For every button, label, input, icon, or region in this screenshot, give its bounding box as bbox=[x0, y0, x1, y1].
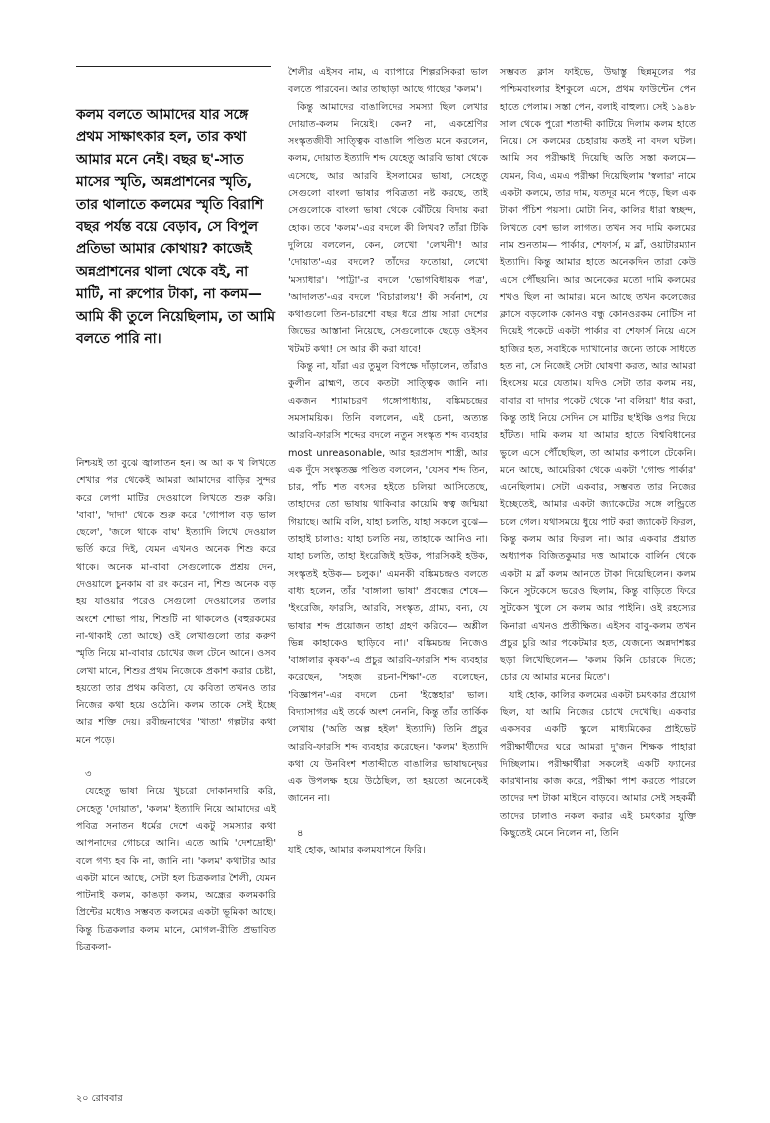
column-2 bbox=[288, 64, 488, 859]
paragraph: যাই হোক, আমার কলমযাপনে ফিরি। bbox=[288, 845, 426, 857]
paragraph: যেহেতু ভাষা নিয়ে খুচরো দোকানদারি করি, সেহেতু 'দোয়াত', 'কলম' ইত্যাদি নিয়ে আমাদের এই পবিত্র সনাতন ধর্মের দেশে একটু সমস্যার কথা আপনাদের গোচরে আনি। এতে আমি 'দেশদ্রোহী' বলে গণ্য হব কি না, জানি না। 'কলম' কথাটার আর একটা মানে আছে, সেটা হল চিত্রকলার শৈলী, যেমন পাটনাই কলম, কাঙড়া কলম, অন্ধ্রের কলমকারি প্রিন্টের মধ্যেও সম্ভবত কলমের একটা ভূমিকা আছে। কিন্তু চিত্রকলার কলম মানে, মোগল-রীতি প্রভাবিত চিত্রকলা- bbox=[76, 786, 276, 954]
paragraph: যাই হোক, কালির কলমের একটা চমৎকার প্রয়োগ ছিল, যা আমি নিজের চোখে দেখেছি। একবার একসবর একটি স্কুলে মাধ্যমিকের প্রাইভেট পরীক্ষার্থীদের ঘরে আমরা দু'জন শিক্ষক পাহারা দিচ্ছিলাম। পরীক্ষার্থীরা সকলেই একটি ফ্যানের কারখানায় কাজ করে, পরীক্ষা পাশ করতে পারলে তাদের দশ টাকা মাইনে বাড়বে। আমার সেই সহকর্মী তাদের ঢালাও নকল করার এই চমৎকার যুক্তি কিছুতেই মেনে নিলেন না, তিনি bbox=[500, 689, 696, 840]
paragraph: শৈলীর এইসব নাম, এ ব্যাপারে শিল্পরসিকরা ভাল বলতে পারবেন। আর তাছাড়া আছে গাছের 'কলম'। bbox=[288, 67, 488, 96]
section-number: ৩ bbox=[85, 769, 92, 781]
top-rule bbox=[76, 66, 271, 67]
page-footer: ২০ রোববার bbox=[76, 1093, 123, 1104]
column-3 bbox=[500, 64, 696, 842]
paragraph: সম্ভবত ক্লাস ফাইভে, উদ্বাস্তু ছিন্নমূলের পর পশ্চিমবাংলার ইশকুলে এসে, প্রথম ফাউন্টেন পেন হাতে পেলাম। সস্তা পেন, বলাই বাহুল্য। সেই ১৯৪৮ সাল থেকে পুরো শতাব্দী কাটিয়ে দিলাম কলম হাতে নিয়ে। সে কলমের চেহারায় কতই না বদল ঘটল। আমি সব পরীক্ষাই দিয়েছি অতি সস্তা কলমে— যেমন, বিএ, এমএ পরীক্ষা দিয়েছিলাম 'স্বলার' নামে একটা কলমে, তার দাম, যতদূর মনে পড়ে, ছিল এক টাকা পঁচিশ পয়সা। মোটা নিব, কালির ধারা স্বচ্ছন্দ, লিখতে বেশ ভাল লাগত। তখন সব দামি কলমের নাম শুনতাম— পার্কার, শেফার্স, ম ব্লাঁ, ওয়াটারম্যান ইত্যাদি। কিন্তু আমার হাতে অনেকদিন তারা কেউ এসে পৌঁছয়নি। আর অনেকের মতো দামি কলমের শখও ছিল না আমার। মনে আছে তখন কলেজের ক্লাসে বড়লোক কোনও বন্ধু কোনওরকম নোটিস না দিয়েই পকেটে একটা পার্কার বা শেফার্স নিয়ে এসে হাজির হত, সবাইকে দ্যাখানোর জন্যে তাকে সাধতে হত না, সে নিজেই সেটা ঘোষণা করত, আর আমরা হিংসেয় মরে যেতাম। যদিও সেটা তার কলম নয়, বাবার বা দাদার পকেট থেকে 'না বলিয়া' ধার করা, কিন্তু তাই নিয়ে সেদিন সে মাটির ছ'ইঞ্চি ওপর দিয়ে হাঁটত। দামি কলম যা আমার হাতে বিশ্ববিধানের ভুলে এসে পৌঁছেছিল, তা আমার কপালে টেকেনি। মনে আছে, আমেরিকা থেকে একটা 'গোল্ড পার্কার' এনেছিলাম। সেটা একবার, সম্ভবত তার নিজের ইচ্ছেতেই, আমার একটা জ্যাকেটের সঙ্গে লন্ড্রিতে চলে গেল। যথাসময়ে ধুয়ে পাট করা জ্যাকেট ফিরল, কিন্তু কলম আর ফিরল না। আর একবার প্রয়াত অধ্যাপক বিজিতকুমার দত্ত আমাকে বার্লিন থেকে একটা ম ব্লাঁ কলম আনতে টাকা দিয়েছিলেন। কলম কিনে সুটকেসে ভরেও ছিলাম, কিন্তু বাড়িতে ফিরে সুটকেস খুলে সে কলম আর পাইনি। ওই রহস্যের কিনারা এখনও প্রতীক্ষিত। এইসব বাবু-কলম তখন প্রচুর চুরি আর পকেটমার হত, যেজন্যে অন্নদাশঙ্কর ছড়া লিখেছিলেন— 'কলম কিনি চোরকে দিতে; চোর যে আমার মনের মিতে'। bbox=[500, 67, 696, 684]
paragraph: নিশ্চয়ই তা বুঝে জ্বালাতন হন। অ আ ক খ লিখতে শেখার পর থেকেই আমরা আমাদের বাড়ির সুন্দর করে লেপা মাটির দেওয়ালে লিখতে শুরু করি। 'বাবা', 'দাদা' থেকে শুরু করে 'গোপাল বড় ভাল ছেলে', 'জলে থাকে বাঘ' ইত্যাদি লিখে দেওয়াল ভর্তি করে দিই, যেমন এখনও অনেক শিশু করে থাকে। অনেক মা-বাবা সেগুলোকে প্রশ্রয় দেন, দেওয়ালে চুনকাম বা রং করেন না, শিশু অনেক বড় হয় যাওয়ার পরেও সেগুলো দেওয়ালের তলার অংশে শোভা পায়, শিশুটি না থাকলেও (বহুরকমের না-থাকাই তো আছে) ওই লেখাগুলো তার করুণ স্মৃতি নিয়ে মা-বাবার চোখের জল টেনে আনে। ওসব লেখা মানে, শিশুর প্রথম নিজেকে প্রকাশ করার চেষ্টা, হয়তো তার প্রথম কবিতা, যে কবিতা তখনও তার নিজের কথা হয়ে ওঠেনি। কলম তাকে সেই ইচ্ছে আর শক্তি দেয়। রবীন্দ্রনাথের 'খাতা' গল্পটার কথা মনে পড়ে। bbox=[76, 458, 276, 746]
pull-quote: কলম বলতে আমাদের যার সঙ্গে প্রথম সাক্ষাৎকার হল, তার কথা আমার মনে নেই। বছর ছ'-সাত মাসের স্মৃতি, অন্নপ্রাশনের স্মৃতি, তার থালাতে কলমের স্মৃতি বিরাশি বছর পর্যন্ত বয়ে বেড়াব, সে বিপুল প্রতিভা আমার কোথায়? কাজেই অন্নপ্রাশনের থালা থেকে বই, না মাটি, না রুপোর টাকা, না কলম— আমি কী তুলে নিয়েছিলাম, তা আমি বলতে পারি না। bbox=[76, 107, 275, 348]
paragraph: কিন্তু না, যাঁরা এর তুমুল বিপক্ষে দাঁড়ালেন, তাঁরাও কুলীন ব্রাহ্মণ, তবে কতটা সাত্ত্বিক জানি না। একজন শ্যামাচরণ গঙ্গোপাধ্যায়, বঙ্কিমচন্দ্রের সমসাময়িক। তিনি বললেন, এই চেনা, অত্যন্ত আরবি-ফারসি শব্দের বদলে নতুন সংস্কৃত শব্দ ব্যবহার most unreasonable, আর হরপ্রসাদ শাস্ত্রী, আর এক দুঁদে সংস্কৃতজ্ঞ পণ্ডিত বললেন, 'যেসব শব্দ তিন, চার, পাঁচ শত বৎসর হইতে চলিয়া আসিতেছে, তাহাদের তো ভাষায় থাকিবার কায়েমি স্বত্ব জন্মিয়া গিয়াছে। আমি বলি, যাহা চলতি, যাহা সকলে বুঝে— তাহাই চালাও: যাহা চলতি নয়, তাহাকে আনিও না। যাহা চলতি, তাহা ইংরেজিই হউক, পারসিকই হউক, সংস্কৃতই হউক— চলুক।' এমনকী বঙ্কিমচন্দ্রও বলতে বাধ্য হলেন, তাঁর 'বাঙ্গালা ভাষা' প্রবন্ধের শেষে— 'ইংরেজি, ফারসি, আরবি, সংস্কৃত, গ্রাম্য, বন্য, যে ভাষার শব্দ প্রয়োজন তাহা গ্রহণ করিবে— অশ্লীল ভিন্ন কাহাকেও ছাড়িবে না।' বঙ্কিমচন্দ্র নিজেও 'বাঙ্গালার কৃষক'-এ প্রচুর আরবি-ফারসি শব্দ ব্যবহার করেছেন, 'সহজ রচনা-শিক্ষা'-তে বলেছেন, 'বিজ্ঞাপন'-এর বদলে চেনা 'ইস্তেহার' ভাল। বিদ্যাসাগর এই তর্কে অংশ নেননি, কিন্তু তাঁর তার্কিক লেখায় ('অতি অল্প হইল' ইত্যাদি) তিনি প্রচুর আরবি-ফারসি শব্দ ব্যবহার করেছেন। 'কলম' ইত্যাদি কথা যে উনবিংশ শতাব্দীতে বাঙালির ভাষাদ্বন্দ্বের এক উপলক্ষ হয়ে উঠেছিল, তা হয়তো অনেকেই জানেন না। bbox=[288, 361, 488, 805]
section-number: ৪ bbox=[297, 827, 304, 839]
paragraph: কিন্তু আমাদের বাঙালিদের সমস্যা ছিল লেখার দোয়াত-কলম নিয়েই। কেন? না, একশ্রেণির সংস্কৃতজীবী সাত্ত্বিক বাঙালি পণ্ডিত মনে করলেন, কলম, দোয়াত ইত্যাদি শব্দ যেহেতু আরবি ভাষা থেকে এসেছে, আর আরবি ইসলামের ভাষা, সেহেতু সেগুলো বাংলা ভাষার পবিত্রতা নষ্ট করছে, তাই সেগুলোকে বাংলা ভাষা থেকে ঝেঁটিয়ে বিদায় করা হোক। তবে 'কলম'-এর বদলে কী লিখব? তাঁরা টিকি দুলিয়ে বললেন, কেন, লেখো 'লেখনী'! আর 'দোয়াত'-এর বদলে? তাঁদের ফতোয়া, লেখো 'মস্যাধার'। 'পাট্টা'-র বদলে 'ভোগবিধায়ক পত্র', 'আদালত'-এর বদলে 'বিচারালয়'! কী সর্বনাশ, যে কথাগুলো তিন-চারশো বছর ধরে প্রায় সারা দেশের জিভের আস্তানা নিয়েছে, সেগুলোকে ছেড়ে ওইসব খটমট কথা! সে আর কী করা যাবে! bbox=[288, 101, 488, 355]
column-1 bbox=[76, 455, 276, 956]
